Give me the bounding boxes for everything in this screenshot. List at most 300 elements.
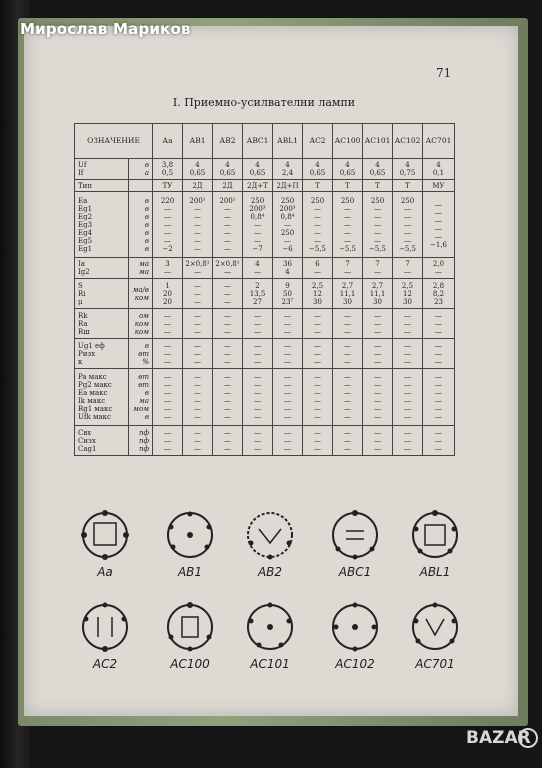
value-cell-line: 250 <box>250 196 265 205</box>
param-cell-line: Eg2 <box>78 212 93 221</box>
param-cell-line: Cизх <box>78 436 96 445</box>
value-cell-line: — <box>164 212 171 221</box>
unit-cell-line: ма <box>139 268 149 276</box>
value-cell-line: 200³ <box>249 204 266 213</box>
brand-logo: BAZAR <box>466 728 531 748</box>
value-cell-line: — <box>314 444 321 453</box>
value-cell-line: — <box>435 232 442 241</box>
value-cell-line: — <box>404 236 411 245</box>
param-cell-line: Ia <box>78 260 85 268</box>
value-cell-line: 250 <box>400 196 415 205</box>
value-cell <box>393 159 423 180</box>
table-row <box>75 279 455 309</box>
unit-cell-line: пф <box>139 444 149 453</box>
value-cell-line: — <box>314 381 321 389</box>
value-cell-line: — <box>254 268 261 276</box>
value-cell-line: — <box>404 341 411 350</box>
value-cell-line: — <box>164 204 171 213</box>
unit-cell-line: ом <box>138 311 149 320</box>
value-cell-line: — <box>194 311 201 320</box>
param-cell <box>75 309 129 339</box>
pinout-diagram <box>60 505 150 579</box>
param-cell <box>75 339 129 369</box>
value-cell <box>303 339 333 369</box>
param-cell <box>75 180 129 192</box>
value-cell-line: — <box>224 220 231 229</box>
value-cell <box>273 309 303 339</box>
value-cell-line: 9 <box>285 281 290 290</box>
value-cell-line: — <box>435 436 442 445</box>
pinout-diagram <box>60 597 150 671</box>
value-cell-line: 4 <box>195 161 200 169</box>
unit-cell-line: в <box>144 413 149 421</box>
value-cell <box>393 369 423 426</box>
pinout-diagram <box>390 505 480 579</box>
diagram-label: АВС1 <box>338 565 372 579</box>
value-cell <box>183 369 213 426</box>
value-cell-line: 250 <box>280 196 295 205</box>
diagram-label: АВ1 <box>177 565 203 579</box>
value-cell-line: — <box>254 428 261 437</box>
value-cell-line: 12 <box>403 289 412 298</box>
column-header: АС2 <box>303 124 333 159</box>
value-cell <box>153 309 183 339</box>
value-cell-line: — <box>344 311 351 320</box>
value-cell-line: 200¹ <box>219 196 236 205</box>
value-cell-line: — <box>344 268 351 276</box>
value-cell-line: 0,65 <box>189 169 206 177</box>
value-cell-line: 4 <box>405 161 410 169</box>
value-cell-line: −5,5 <box>339 244 356 253</box>
value-cell-line: — <box>284 220 291 229</box>
value-cell <box>243 192 273 258</box>
value-cell-line: — <box>314 405 321 413</box>
value-cell-line: — <box>314 311 321 320</box>
value-cell-line: — <box>374 357 381 366</box>
value-cell-line: — <box>374 349 381 358</box>
value-cell-line: 2 <box>255 281 260 290</box>
diagram-label: АС102 <box>335 657 375 671</box>
value-cell-line: — <box>194 397 201 405</box>
value-cell-line: — <box>435 381 442 389</box>
value-cell <box>153 159 183 180</box>
param-cell <box>75 258 129 279</box>
value-cell-line: 250 <box>310 196 325 205</box>
unit-cell-line: пф <box>139 428 149 437</box>
value-cell-line: — <box>194 319 201 328</box>
value-cell-line: 30 <box>313 297 322 306</box>
value-cell-line: 2,5 <box>401 281 414 290</box>
value-cell-line: — <box>435 389 442 397</box>
unit-cell-line: ма/в <box>132 285 149 294</box>
value-cell-line: — <box>344 389 351 397</box>
value-cell-line: — <box>435 397 442 405</box>
value-cell-line: — <box>314 349 321 358</box>
value-cell-line: — <box>164 389 171 397</box>
value-cell-line: — <box>194 228 201 237</box>
value-cell-line: — <box>254 228 261 237</box>
value-cell-line: — <box>435 405 442 413</box>
value-cell-line: — <box>404 228 411 237</box>
value-cell-line: — <box>194 436 201 445</box>
value-cell <box>183 192 213 258</box>
value-cell-line: Т <box>345 181 350 190</box>
value-cell-line: 4 <box>225 161 230 169</box>
unit-cell <box>129 258 153 279</box>
table-row <box>75 309 455 339</box>
value-cell-line: — <box>404 349 411 358</box>
value-cell <box>423 339 455 369</box>
value-cell <box>243 258 273 279</box>
value-cell-line: — <box>284 311 291 320</box>
value-cell-line: — <box>224 319 231 328</box>
param-cell-line: Ra <box>78 319 88 328</box>
value-cell-line: — <box>404 405 411 413</box>
param-cell <box>75 192 129 258</box>
tube-base-icon <box>72 597 138 657</box>
param-cell-line: Rk <box>78 311 88 320</box>
value-cell <box>213 192 243 258</box>
value-cell-line: 7 <box>405 260 410 268</box>
value-cell <box>243 180 273 192</box>
tube-base-icon <box>322 505 388 565</box>
value-cell <box>243 309 273 339</box>
value-cell-line: — <box>344 428 351 437</box>
value-cell-line: — <box>254 341 261 350</box>
value-cell-line: — <box>404 204 411 213</box>
value-cell <box>393 279 423 309</box>
value-cell-line: 200³ <box>279 204 296 213</box>
tube-base-icon <box>237 505 303 565</box>
value-cell-line: — <box>344 397 351 405</box>
value-cell <box>333 309 363 339</box>
value-cell <box>243 339 273 369</box>
value-cell-line: 2,8 <box>432 281 445 290</box>
value-cell <box>393 192 423 258</box>
table-row <box>75 258 455 279</box>
value-cell-line: — <box>224 297 231 306</box>
value-cell-line: — <box>404 373 411 381</box>
value-cell <box>183 279 213 309</box>
value-cell-line: — <box>254 236 261 245</box>
value-cell-line: — <box>224 373 231 381</box>
value-cell-line: — <box>164 319 171 328</box>
value-cell-line: 2,7 <box>371 281 384 290</box>
value-cell-line: — <box>254 405 261 413</box>
value-cell-line: — <box>284 373 291 381</box>
value-cell <box>213 369 243 426</box>
column-header: АС102 <box>393 124 423 159</box>
value-cell-line: — <box>284 444 291 453</box>
column-header: АВL1 <box>273 124 303 159</box>
unit-cell-line: в <box>144 228 149 237</box>
value-cell-line: — <box>404 397 411 405</box>
value-cell-line: — <box>164 327 171 336</box>
value-cell-line: — <box>374 373 381 381</box>
table-row <box>75 339 455 369</box>
value-cell-line: 0,65 <box>309 169 326 177</box>
unit-cell <box>129 309 153 339</box>
value-cell-line: — <box>314 357 321 366</box>
value-cell-line: — <box>224 268 231 276</box>
value-cell-line: — <box>374 228 381 237</box>
value-cell-line: — <box>284 428 291 437</box>
value-cell-line: — <box>404 319 411 328</box>
value-cell-line: — <box>194 444 201 453</box>
param-cell <box>75 369 129 426</box>
value-cell <box>303 180 333 192</box>
value-cell-line: 20 <box>163 289 172 298</box>
value-cell-line: — <box>224 236 231 245</box>
value-cell-line: — <box>194 297 201 306</box>
unit-cell <box>129 339 153 369</box>
value-cell-line: — <box>224 228 231 237</box>
value-cell-line: — <box>284 381 291 389</box>
value-cell-line: 23⁷ <box>281 297 294 306</box>
value-cell-line: 3,8 <box>161 161 174 169</box>
param-cell-line: Ig2 <box>78 268 90 276</box>
value-cell <box>183 159 213 180</box>
value-cell <box>363 309 393 339</box>
value-cell-line: — <box>374 341 381 350</box>
value-cell <box>363 258 393 279</box>
value-cell-line: — <box>224 212 231 221</box>
pinout-diagram <box>225 597 315 671</box>
value-cell-line: — <box>404 357 411 366</box>
unit-cell-line: вт <box>138 381 149 389</box>
value-cell <box>213 279 243 309</box>
value-cell-line: — <box>344 204 351 213</box>
unit-cell <box>129 369 153 426</box>
unit-cell-line: в <box>144 212 149 221</box>
value-cell-line: — <box>194 389 201 397</box>
value-cell <box>423 426 455 456</box>
unit-cell-line: в <box>144 341 149 350</box>
pinout-diagram <box>310 597 400 671</box>
param-cell-line: Pизх <box>78 349 96 358</box>
value-cell-line: 2,4 <box>281 169 294 177</box>
value-cell-line: — <box>344 212 351 221</box>
value-cell-line: 12 <box>313 289 322 298</box>
value-cell-line: — <box>374 204 381 213</box>
value-cell-line: 250 <box>370 196 385 205</box>
unit-cell-line: % <box>142 357 149 366</box>
value-cell <box>273 369 303 426</box>
value-cell-line: — <box>164 405 171 413</box>
value-cell-line: 250 <box>280 228 295 237</box>
value-cell-line: — <box>314 428 321 437</box>
table-row <box>75 426 455 456</box>
value-cell-line: — <box>194 204 201 213</box>
value-cell <box>153 258 183 279</box>
value-cell-line: — <box>404 413 411 421</box>
value-cell-line: — <box>344 228 351 237</box>
value-cell-line: — <box>344 413 351 421</box>
value-cell-line: — <box>164 341 171 350</box>
value-cell-line: — <box>344 444 351 453</box>
value-cell-line: — <box>254 357 261 366</box>
value-cell-line: — <box>344 220 351 229</box>
value-cell-line: — <box>314 212 321 221</box>
value-cell-line: 6 <box>315 260 320 268</box>
value-cell-line: — <box>404 381 411 389</box>
value-cell-line: — <box>194 268 201 276</box>
value-cell-line: — <box>224 244 231 253</box>
value-cell-line: — <box>435 327 442 336</box>
value-cell-line: 0,65 <box>369 169 386 177</box>
value-cell-line: 2,5 <box>311 281 324 290</box>
value-cell <box>423 309 455 339</box>
value-cell-line: — <box>254 327 261 336</box>
param-cell-line: Cвх <box>78 428 92 437</box>
param-cell-line: Pg2 макс <box>78 381 112 389</box>
param-cell-line: Eg1 <box>78 244 93 253</box>
value-cell-line: 4 <box>255 161 260 169</box>
value-cell-line: — <box>314 327 321 336</box>
value-cell-line: — <box>284 341 291 350</box>
value-cell-line: — <box>254 319 261 328</box>
value-cell-line: −1,6 <box>430 240 447 249</box>
value-cell <box>153 279 183 309</box>
value-cell-line: — <box>374 389 381 397</box>
value-cell <box>213 426 243 456</box>
value-cell-line: 20 <box>163 297 172 306</box>
value-cell-line: 2Д <box>192 181 203 190</box>
column-header: АВС1 <box>243 124 273 159</box>
value-cell-line: — <box>224 405 231 413</box>
param-cell-line: Rш <box>78 327 90 336</box>
value-cell-line: 8,2 <box>432 289 445 298</box>
value-cell <box>273 258 303 279</box>
brand-logo-icon <box>518 728 538 748</box>
value-cell <box>243 279 273 309</box>
tube-base-icon <box>402 505 468 565</box>
value-cell <box>303 279 333 309</box>
value-cell-line: — <box>254 349 261 358</box>
value-cell <box>423 159 455 180</box>
column-header: АВ2 <box>213 124 243 159</box>
value-cell-line: — <box>164 381 171 389</box>
value-cell-line: 4 <box>345 161 350 169</box>
value-cell <box>243 159 273 180</box>
table-row <box>75 159 455 180</box>
tube-base-icon <box>157 505 223 565</box>
value-cell-line: — <box>284 413 291 421</box>
column-header: АВ1 <box>183 124 213 159</box>
table-row <box>75 192 455 258</box>
lamp-parameters-table <box>74 123 455 456</box>
value-cell-line: 2,0 <box>432 260 445 268</box>
param-cell-line: Eg3 <box>78 220 93 229</box>
value-cell-line: — <box>374 428 381 437</box>
value-cell-line: 3 <box>165 260 170 268</box>
value-cell-line: — <box>435 311 442 320</box>
value-cell <box>333 339 363 369</box>
value-cell <box>273 159 303 180</box>
value-cell-line: — <box>374 444 381 453</box>
value-cell <box>243 426 273 456</box>
value-cell-line: 2Д <box>222 181 233 190</box>
value-cell-line: — <box>164 236 171 245</box>
value-cell-line: — <box>314 204 321 213</box>
param-cell-line: Pa макс <box>78 373 107 381</box>
value-cell <box>363 426 393 456</box>
unit-cell <box>129 279 153 309</box>
value-cell-line: — <box>284 236 291 245</box>
tube-base-icon <box>322 597 388 657</box>
value-cell <box>243 369 273 426</box>
unit-cell-line: в <box>144 161 149 169</box>
value-cell-line: — <box>194 236 201 245</box>
value-cell-line: 23 <box>434 297 443 306</box>
value-cell-line: — <box>194 381 201 389</box>
value-cell-line: −2 <box>162 244 173 253</box>
value-cell <box>333 426 363 456</box>
value-cell-line: — <box>164 349 171 358</box>
unit-cell-line: в <box>144 244 149 253</box>
value-cell <box>393 180 423 192</box>
param-cell-line: Ea <box>78 196 88 205</box>
value-cell-line: — <box>314 389 321 397</box>
value-cell-line: — <box>194 413 201 421</box>
value-cell <box>213 180 243 192</box>
value-cell-line: — <box>404 389 411 397</box>
value-cell-line: — <box>404 212 411 221</box>
value-cell-line: 7 <box>345 260 350 268</box>
unit-cell-line: в <box>144 196 149 205</box>
value-cell-line: — <box>164 311 171 320</box>
value-cell-line: — <box>284 357 291 366</box>
value-cell-line: — <box>194 349 201 358</box>
param-cell-line: μ <box>78 297 83 306</box>
value-cell-line: — <box>344 327 351 336</box>
diagram-label: АВL1 <box>419 565 451 579</box>
unit-cell-line: в <box>144 204 149 213</box>
value-cell <box>363 180 393 192</box>
value-cell <box>153 339 183 369</box>
value-cell-line: — <box>194 405 201 413</box>
value-cell-line: — <box>254 389 261 397</box>
value-cell-line: 0,65 <box>339 169 356 177</box>
tube-base-icon <box>237 597 303 657</box>
unit-cell-line: в <box>144 220 149 229</box>
value-cell-line: 13,5 <box>249 289 266 298</box>
value-cell-line: — <box>374 397 381 405</box>
pinout-diagram <box>225 505 315 579</box>
value-cell-line: 220 <box>160 196 175 205</box>
value-cell <box>183 309 213 339</box>
value-cell-line: — <box>224 327 231 336</box>
value-cell-line: — <box>435 413 442 421</box>
value-cell <box>363 369 393 426</box>
value-cell-line: — <box>404 444 411 453</box>
value-cell-line: — <box>314 413 321 421</box>
value-cell <box>423 180 455 192</box>
value-cell <box>363 279 393 309</box>
value-cell-line: 4 <box>375 161 380 169</box>
diagram-label: АС100 <box>170 657 210 671</box>
column-header: АС101 <box>363 124 393 159</box>
value-cell-line: — <box>284 327 291 336</box>
value-cell-line: — <box>164 228 171 237</box>
value-cell-line: — <box>194 341 201 350</box>
column-header: АС100 <box>333 124 363 159</box>
value-cell <box>423 192 455 258</box>
value-cell-line: — <box>254 311 261 320</box>
value-cell-line: — <box>314 397 321 405</box>
value-cell-line: — <box>254 220 261 229</box>
value-cell-line: — <box>314 236 321 245</box>
